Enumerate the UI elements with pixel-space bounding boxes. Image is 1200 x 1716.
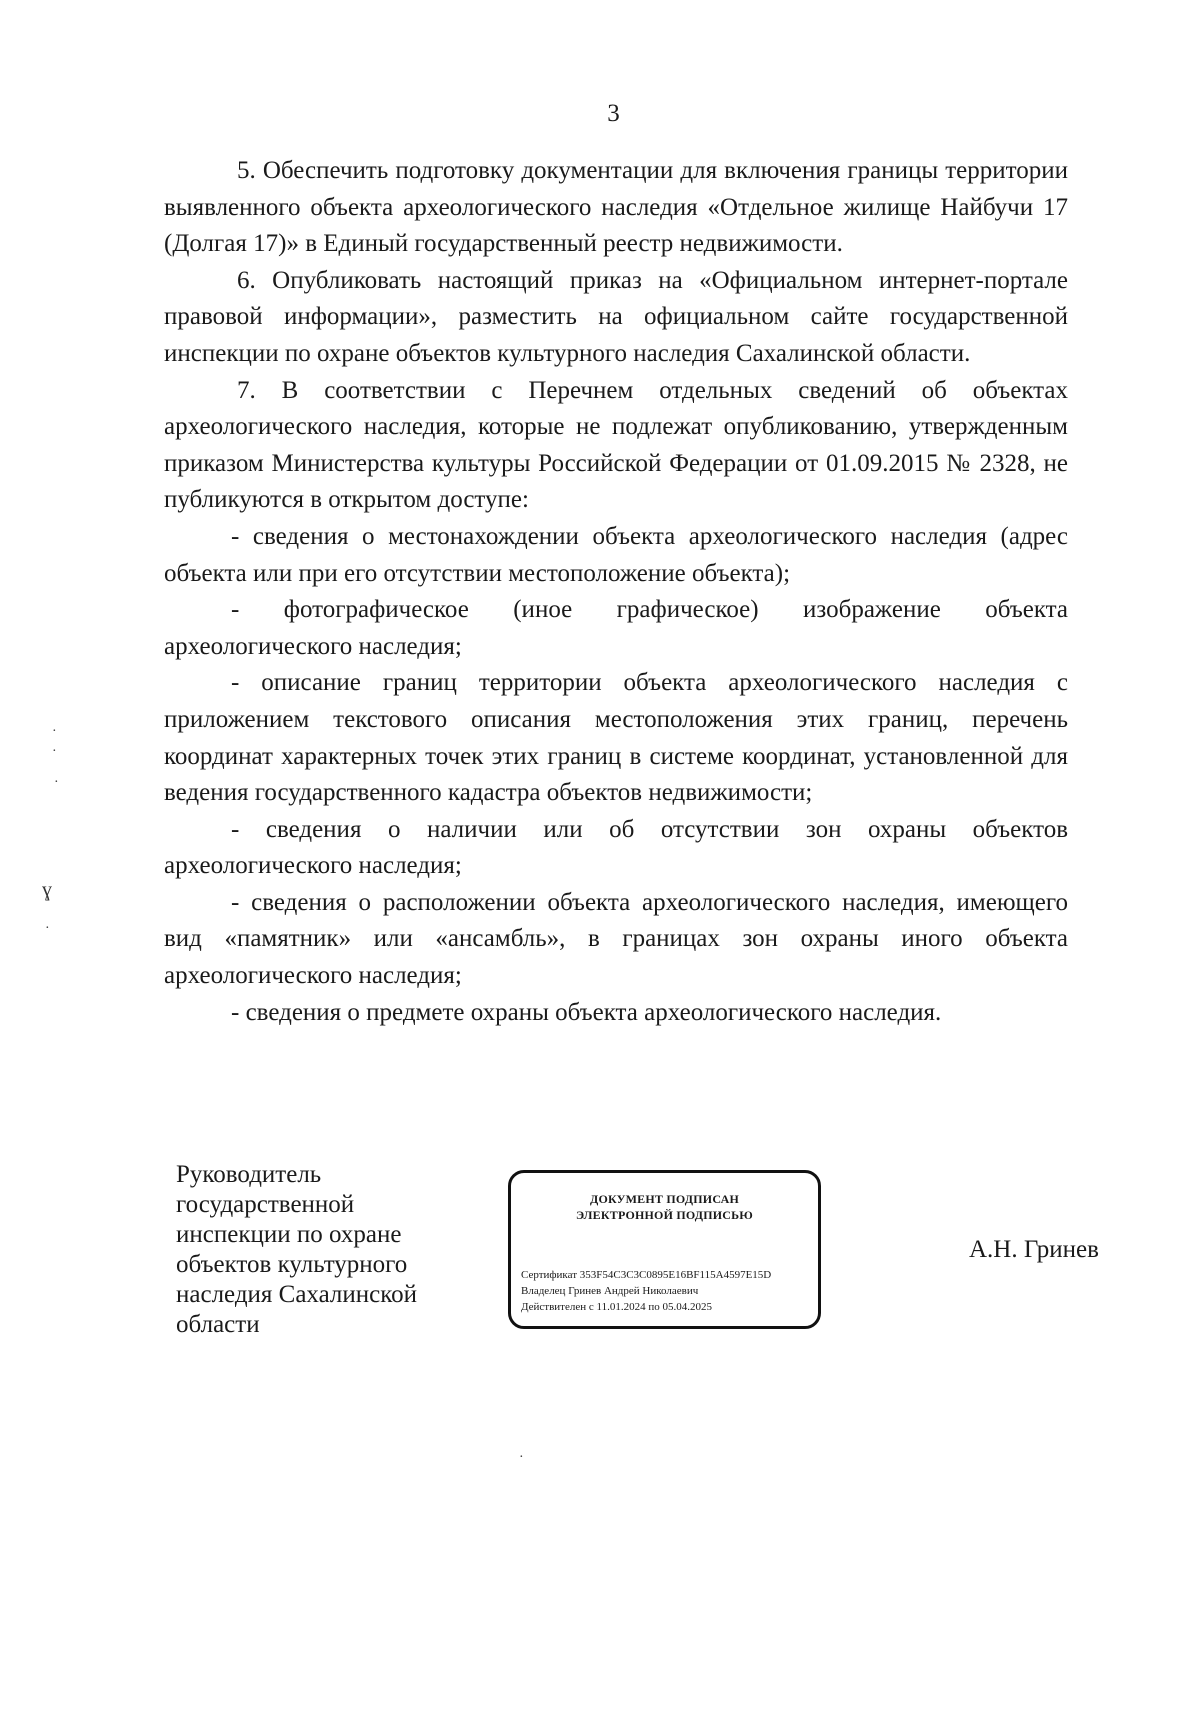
signer-position-line: области <box>176 1311 260 1338</box>
signer-position-line: инспекции по охране <box>176 1221 402 1248</box>
stamp-details <box>521 1267 817 1315</box>
scan-mark: · <box>54 775 59 790</box>
signer-position-line: Руководитель <box>176 1161 322 1188</box>
list-item: - сведения о предмете охраны объекта археологического наследия. <box>231 998 942 1026</box>
stamp-validity: Действителен с 11.01.2024 по 05.04.2025 <box>521 1301 712 1313</box>
paragraph-5: 5. Обеспечить подготовку документации для включения границы территории выявленного объекта археологического наследия «Отдельное жилище Найбучи 17 (Долгая 17)» в Единый государственный реестр недвижимости. <box>164 157 1068 258</box>
list-item: - описание границ территории объекта археологического наследия с приложением текстового описания местоположения этих границ, перечень координат характерных точек этих границ в системе координат, установленной для ведения государственного кадастра объектов недвижимости; <box>164 669 1068 807</box>
list-item: - сведения о местонахождении объекта археологического наследия (адрес объекта или при его отсутствии местоположение объекта); <box>164 522 1068 587</box>
document-body <box>164 153 1068 1031</box>
page-number: 3 <box>607 100 620 127</box>
stamp-certificate: Сертификат 353F54C3C3C0895E16BF115A4597E15D <box>521 1269 772 1281</box>
paragraph-6: 6. Опубликовать настоящий приказ на «Официальном интернет-портале правовой информации», разместить на официальном сайте государственной инспекции по охране объектов культурного наследия Сахалинской области. <box>164 266 1068 367</box>
signer-position-line: государственной <box>176 1191 355 1218</box>
list-item: - фотографическое (иное графическое) изображение объекта археологического наследия; <box>164 596 1068 660</box>
scan-mark: · <box>519 1450 524 1465</box>
scan-mark: · <box>45 921 50 936</box>
stamp-heading-line: ДОКУМЕНТ ПОДПИСАН <box>590 1192 739 1206</box>
scan-mark: ɣ <box>42 879 52 901</box>
list-item: - сведения о наличии или об отсутствии зон охраны объектов археологического наследия; <box>164 815 1068 880</box>
scan-mark: · <box>52 724 57 739</box>
stamp-owner: Владелец Гринев Андрей Николаевич <box>521 1285 699 1297</box>
signer-position <box>176 1160 466 1340</box>
stamp-heading <box>511 1191 818 1223</box>
stamp-heading-line: ЭЛЕКТРОННОЙ ПОДПИСЬЮ <box>575 1208 754 1222</box>
scan-mark: · <box>52 744 57 759</box>
signer-position-line: объектов культурного <box>176 1251 408 1278</box>
e-signature-stamp <box>508 1170 821 1329</box>
list-item: - сведения о расположении объекта археологического наследия, имеющего вид «памятник» или «ансамбль», в границах зон охраны иного объекта археологического наследия; <box>164 888 1068 990</box>
signer-position-line: наследия Сахалинской <box>176 1281 418 1308</box>
paragraph-7: 7. В соответствии с Перечнем отдельных сведений об объектах археологического наследия, которые не подлежат опубликованию, утвержденным приказом Министерства культуры Российской Федерации от 01.09.2015 № 2328, не публикуются в открытом доступе: <box>164 376 1068 514</box>
signer-name: А.Н. Гринев <box>969 1236 1099 1263</box>
